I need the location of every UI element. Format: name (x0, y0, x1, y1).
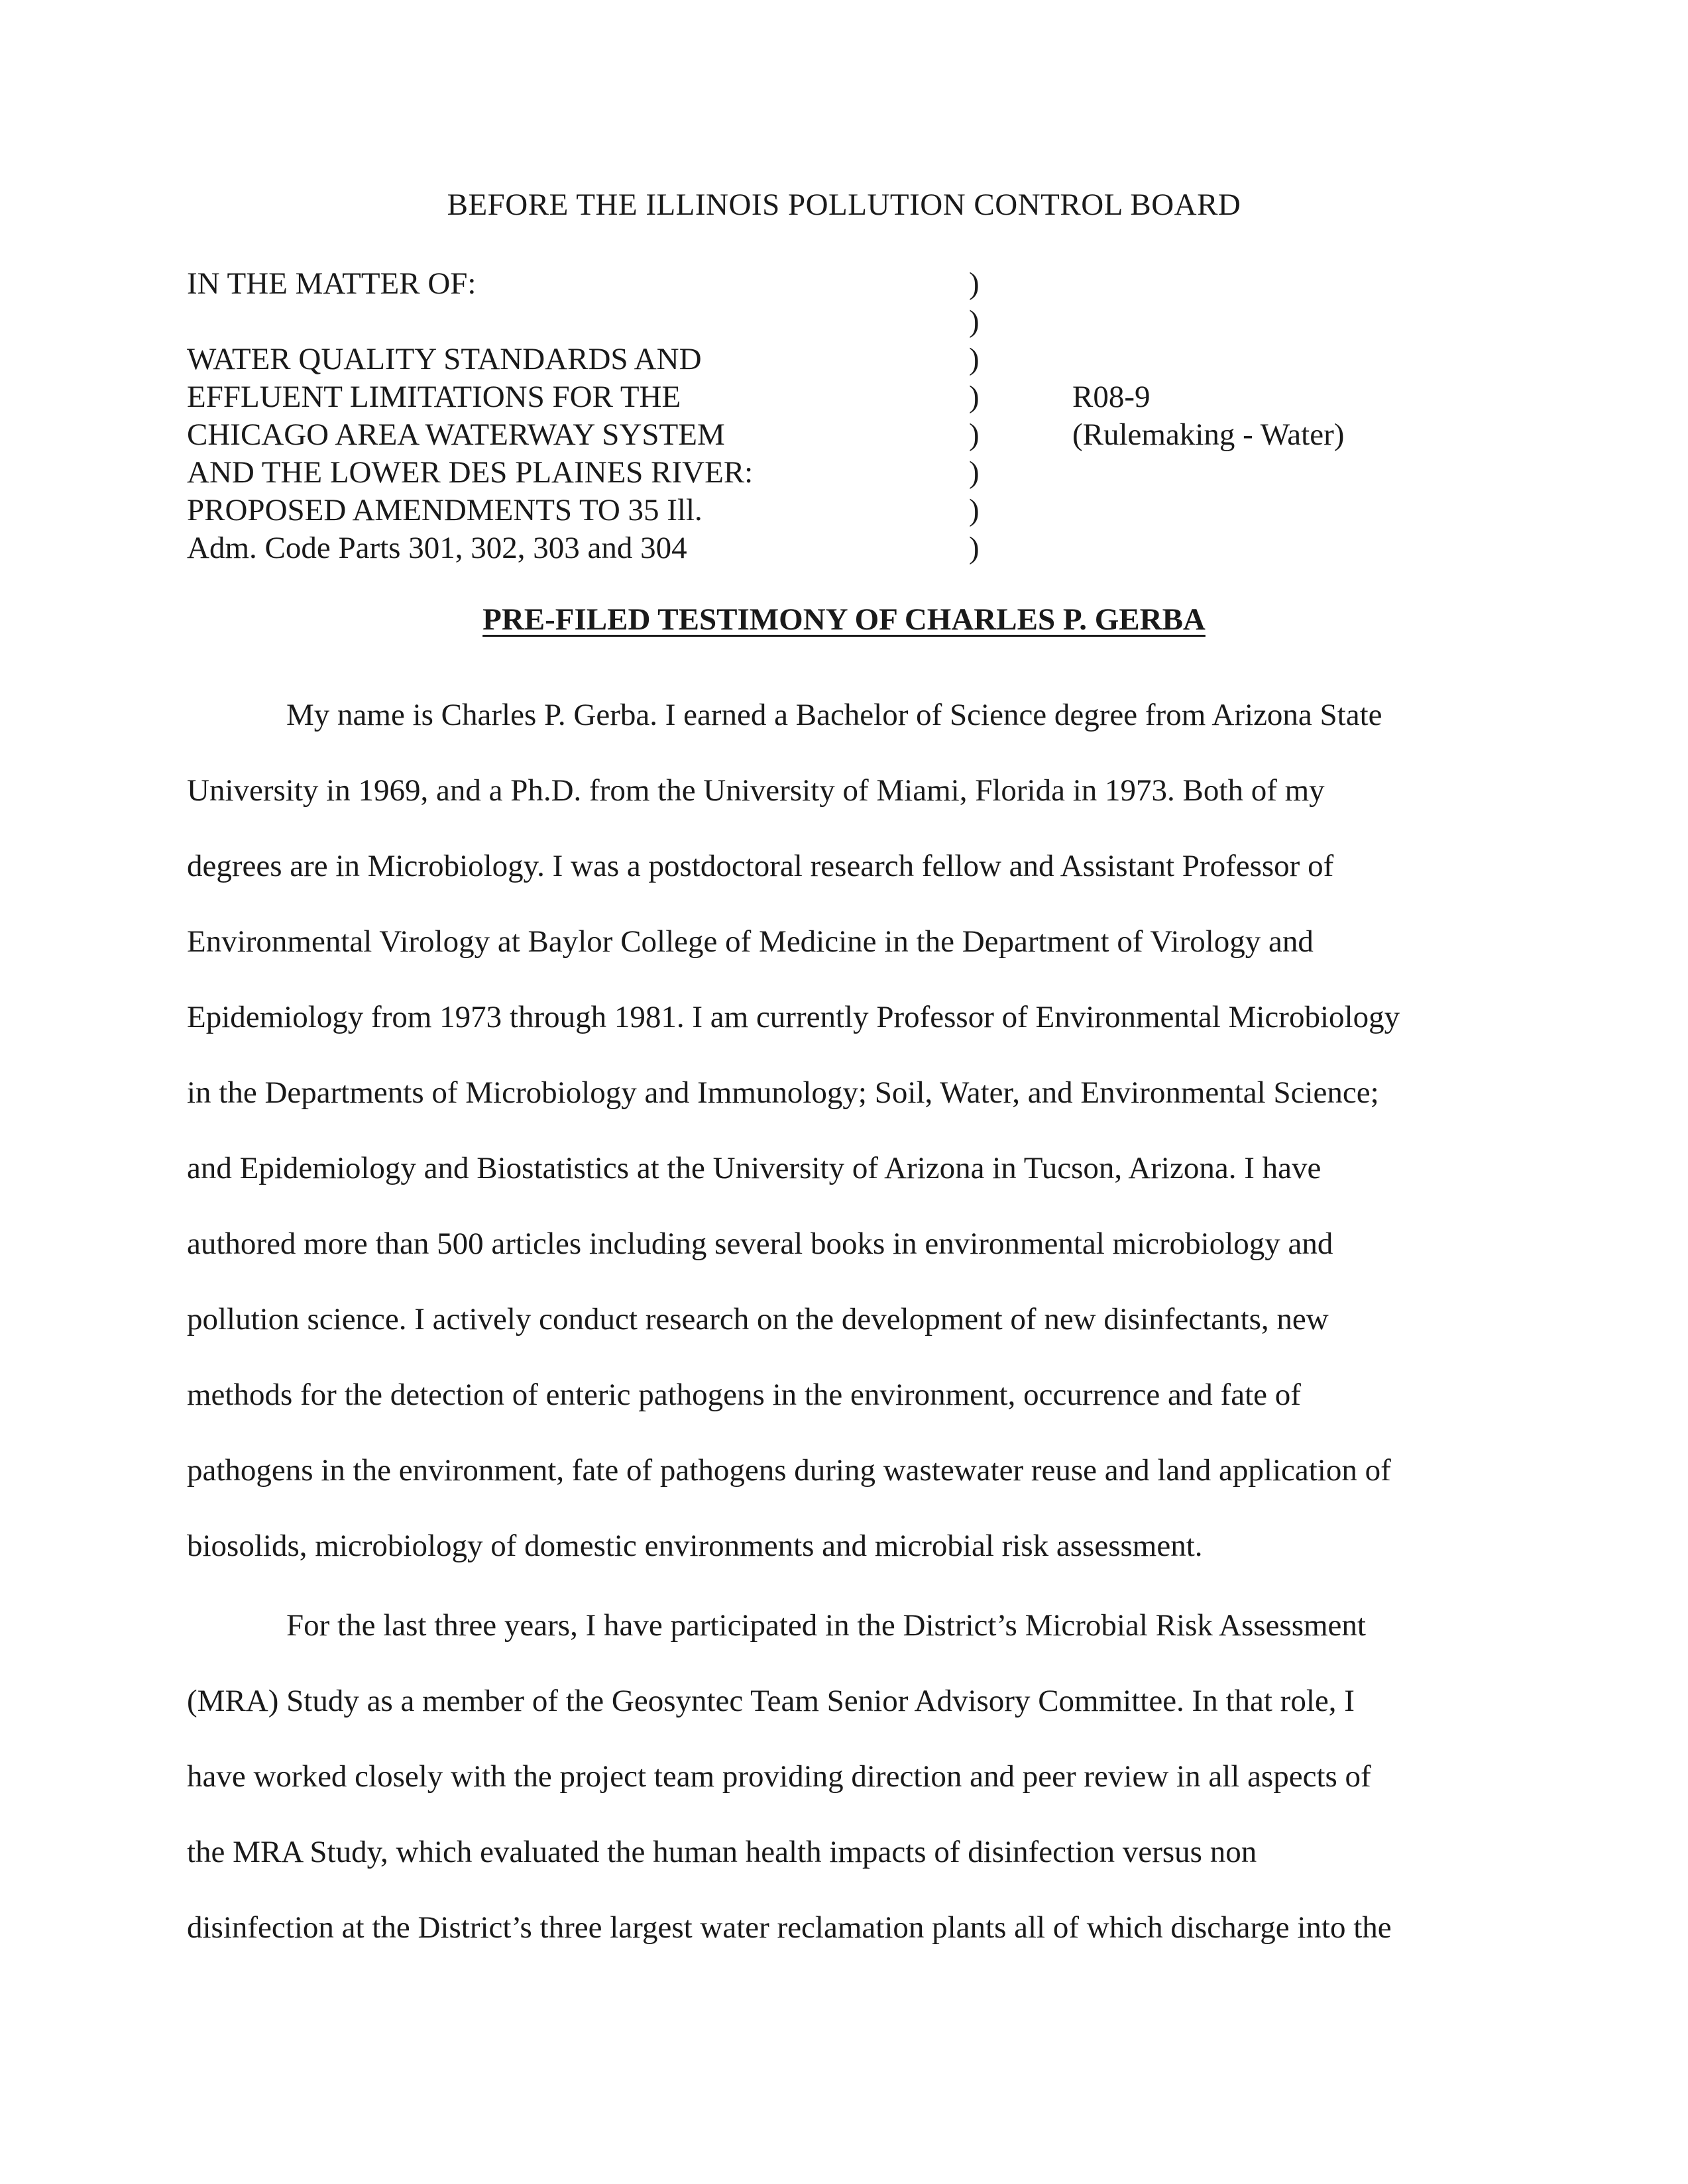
caption-line: AND THE LOWER DES PLAINES RIVER: (187, 455, 754, 490)
paragraph-line: disinfection at the District’s three largest water reclamation plants all of which discharge into the (187, 1910, 1392, 1945)
paragraph-line: the MRA Study, which evaluated the human health impacts of disinfection versus non (187, 1835, 1257, 1869)
caption-paren: ) (969, 342, 980, 376)
body-paragraph (187, 1588, 1392, 1965)
paragraph-line: My name is Charles P. Gerba. I earned a Bachelor of Science degree from Arizona State (286, 698, 1382, 732)
caption-paren: ) (969, 417, 980, 452)
docket-type: (Rulemaking - Water) (1072, 417, 1345, 452)
paragraph-line: Environmental Virology at Baylor College of Medicine in the Department of Virology and (187, 924, 1314, 959)
caption-paren: ) (969, 493, 980, 527)
docket-number: R08-9 (1072, 380, 1151, 414)
caption-paren: ) (969, 455, 980, 490)
caption-matter: IN THE MATTER OF: (187, 266, 477, 301)
paragraph-line: degrees are in Microbiology. I was a postdoctoral research fellow and Assistant Professor of (187, 849, 1334, 883)
paragraph-line: methods for the detection of enteric pathogens in the environment, occurrence and fate of (187, 1378, 1301, 1412)
paragraph-line: For the last three years, I have participated in the District’s Microbial Risk Assessment (286, 1608, 1366, 1643)
caption-paren: ) (969, 266, 980, 301)
docket-info (1072, 378, 1344, 454)
paragraph-line: have worked closely with the project team providing direction and peer review in all aspects of (187, 1759, 1371, 1794)
caption-line: EFFLUENT LIMITATIONS FOR THE (187, 380, 681, 414)
paragraph-line: and Epidemiology and Biostatistics at the University of Arizona in Tucson, Arizona. I have (187, 1151, 1322, 1185)
caption-line: CHICAGO AREA WATERWAY SYSTEM (187, 417, 725, 452)
caption-paren: ) (969, 531, 980, 565)
caption-line: PROPOSED AMENDMENTS TO 35 Ill. (187, 493, 703, 527)
paragraph-line: authored more than 500 articles including several books in environmental microbiology and (187, 1227, 1333, 1261)
paragraph-line: biosolids, microbiology of domestic environments and microbial risk assessment. (187, 1529, 1203, 1563)
caption-paren: ) (969, 380, 980, 414)
paragraph-line: University in 1969, and a Ph.D. from the University of Miami, Florida in 1973. Both of my (187, 773, 1325, 808)
paragraph-line: Epidemiology from 1973 through 1981. I am currently Professor of Environmental Microbiology (187, 1000, 1400, 1034)
body-paragraph (187, 677, 1400, 1584)
court-heading: BEFORE THE ILLINOIS POLLUTION CONTROL BOARD (447, 188, 1241, 222)
testimony-title-text: PRE-FILED TESTIMONY OF CHARLES P. GERBA (482, 602, 1206, 637)
paragraph-line: in the Departments of Microbiology and Immunology; Soil, Water, and Environmental Science; (187, 1075, 1379, 1110)
testimony-title (0, 602, 1688, 637)
paragraph-line: pollution science. I actively conduct research on the development of new disinfectants, new (187, 1302, 1329, 1337)
paragraph-line: (MRA) Study as a member of the Geosyntec Team Senior Advisory Committee. In that role, I (187, 1684, 1355, 1718)
caption-line: WATER QUALITY STANDARDS AND (187, 342, 702, 376)
paragraph-line: pathogens in the environment, fate of pathogens during wastewater reuse and land application of (187, 1453, 1391, 1488)
case-caption (187, 265, 916, 567)
caption-paren-column (969, 265, 980, 567)
caption-line: Adm. Code Parts 301, 302, 303 and 304 (187, 531, 687, 565)
caption-paren: ) (969, 304, 980, 339)
